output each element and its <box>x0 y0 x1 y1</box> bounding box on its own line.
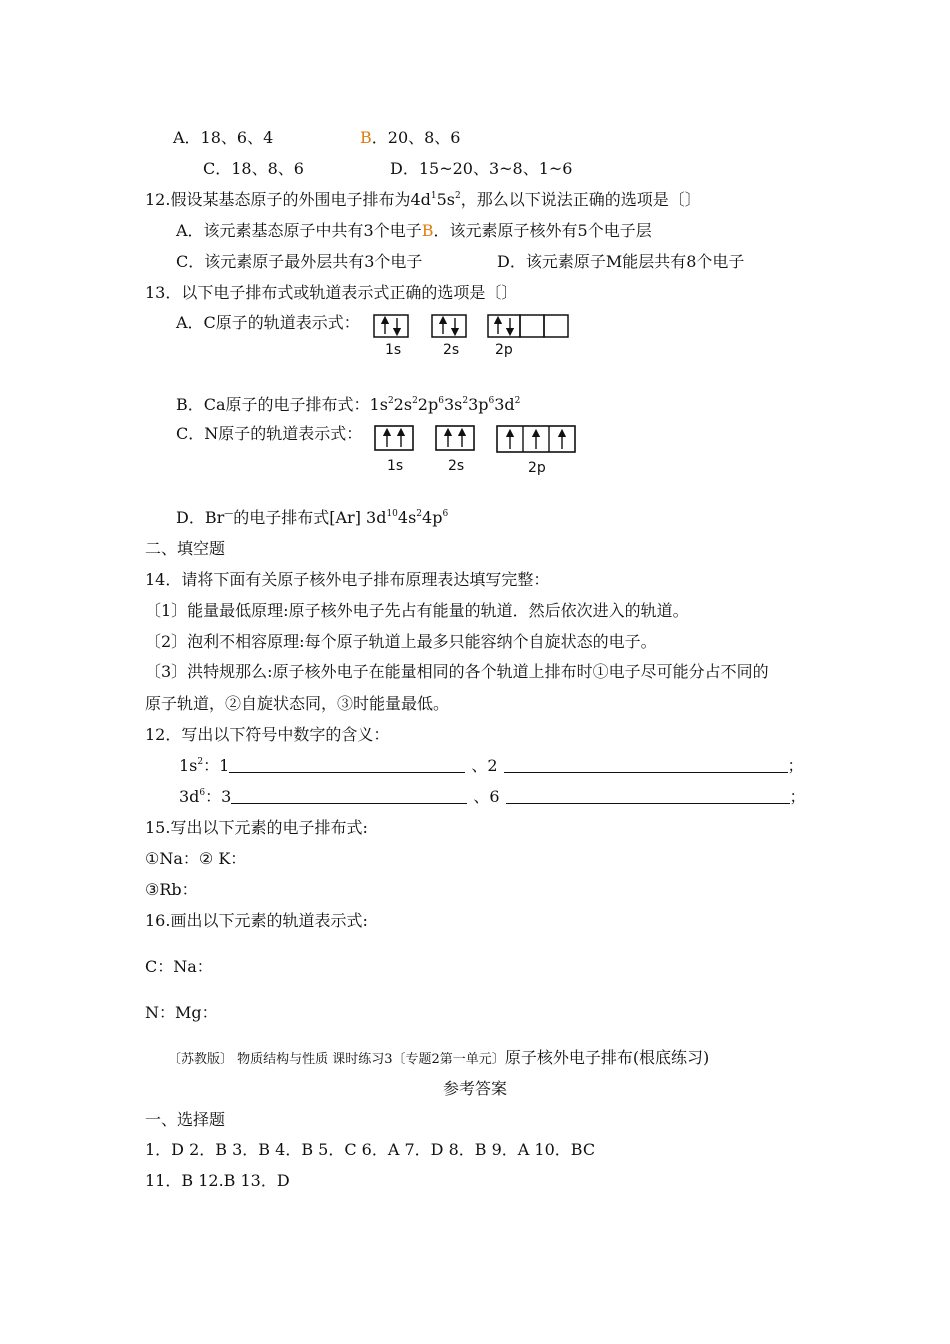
q13-b-sup: 2 <box>412 396 418 406</box>
q13-d-sup: 2 <box>416 509 423 519</box>
q13-b-term: 2s <box>393 395 413 414</box>
q12-option-b-letter: B <box>421 221 434 240</box>
q15-stem: 15.写出以下元素的电子排布式: <box>145 818 368 837</box>
q12-stem <box>145 190 701 210</box>
q14-part3b: 原子轨道，②自旋状态同，③时能量最低。 <box>145 694 450 713</box>
orbital-box-2p-1 <box>488 315 520 337</box>
answer-blank[interactable] <box>504 758 788 773</box>
q12b-r1-symbol: 1s <box>179 756 198 775</box>
q13-b-term: 3d <box>494 395 515 414</box>
q12-stem-mid: 5s <box>436 190 455 209</box>
answer-section-choice: 一、选择题 <box>145 1110 226 1129</box>
answer-header <box>168 1048 709 1070</box>
q12b-r1-label2: 、2 <box>471 756 498 775</box>
q11-option-a: A．18、6、4 <box>173 128 274 147</box>
q13-d-sup: 6 <box>442 509 449 519</box>
q13-option-c: C．N原子的轨道表示式： <box>176 424 363 443</box>
q13-d-sup: 10 <box>386 509 398 519</box>
q12-option-a: A．该元素基态原子中共有3个电子 <box>176 221 422 240</box>
answer-header-title: 原子核外电子排布(根底练习) <box>504 1048 710 1067</box>
q13-d-term: 4s <box>397 508 417 527</box>
q15-line1: ①Na：② K： <box>145 849 247 868</box>
q14-part3a: 〔3〕洪特规那么:原子核外电子在能量相同的各个轨道上排布时①电子尽可能分占不同的 <box>145 662 769 681</box>
q12-sup2: 2 <box>455 191 461 201</box>
q13-b-sup: 2 <box>462 396 469 406</box>
q11-option-b-letter: B <box>360 128 372 147</box>
q13-d-mid: 的电子排布式[Ar] 3d <box>233 508 387 527</box>
orbital-box-2p-3 <box>544 315 568 337</box>
q12b-r1-label: ：1 <box>203 756 230 775</box>
q12b-r2-label: ：3 <box>205 787 232 806</box>
q12-stem-pre: 12.假设某基态原子的外围电子排布为4d <box>145 190 431 209</box>
q12-option-c: C．该元素原子最外层共有3个电子 <box>176 252 423 271</box>
section-fill-in-title: 二、填空题 <box>145 539 226 558</box>
q13-b-sup: 6 <box>488 396 495 406</box>
q13-b-term: 3p <box>468 395 489 414</box>
q16-line2: N：Mg： <box>145 1003 218 1022</box>
q13-orbital-diagram-c <box>368 422 583 478</box>
orbital-box-1s <box>374 315 408 337</box>
q13-b-sup: 2 <box>387 396 394 406</box>
q12-option-b-text: ．该元素原子核外有5个电子层 <box>433 221 652 240</box>
q12b-r1-sup: 2 <box>197 757 204 767</box>
q12-option-d: D．该元素原子M能层共有8个电子 <box>497 252 745 271</box>
q12b-r2-symbol: 3d <box>179 787 200 806</box>
q12b-r1-end: ； <box>787 756 804 775</box>
q12-sup1: 1 <box>430 191 437 201</box>
q13-d-term: 4p <box>422 508 443 527</box>
label-2s: 2s <box>443 342 460 358</box>
answer-blank[interactable] <box>506 789 790 804</box>
q14-stem: 14．请将下面有关原子核外电子排布原理表达填写完整： <box>145 570 550 589</box>
q16-line1: C：Na： <box>145 957 213 976</box>
q11-option-c: C．18、8、6 <box>203 159 304 178</box>
q15-line2: ③Rb： <box>145 880 198 899</box>
q13-option-b <box>176 395 520 415</box>
label-1s: 1s <box>387 458 404 474</box>
q12b-r2-end: ； <box>789 787 806 806</box>
answer-header-small: 〔苏教版〕 物质结构与性质 课时练习3〔专题2第一单元〕 <box>168 1052 505 1067</box>
q14-part1: 〔1〕能量最低原理:原子核外电子先占有能量的轨道．然后依次进入的轨道。 <box>145 601 689 620</box>
q12-option-ab <box>176 221 652 241</box>
q11-option-d: D．15~20、3~8、1~6 <box>390 159 573 178</box>
q13-option-d <box>176 508 448 528</box>
orbital-box-2s <box>436 426 474 450</box>
q13-option-a: A．C原子的轨道表示式： <box>176 313 360 332</box>
q13-b-pre: B．Ca原子的电子排布式：1s <box>176 395 388 414</box>
q13-stem: 13．以下电子排布式或轨道表示式正确的选项是〔〕 <box>145 283 518 302</box>
label-2s: 2s <box>448 458 465 474</box>
answer-title: 参考答案 <box>442 1079 507 1098</box>
q12b-row1 <box>179 756 804 776</box>
label-1s: 1s <box>385 342 402 358</box>
q12-stem-post: ，那么以下说法正确的选项是〔〕 <box>460 190 701 209</box>
orbital-box-2s <box>432 315 466 337</box>
q12b-stem: 12．写出以下符号中数字的含义： <box>145 725 390 744</box>
orbital-box-1s <box>375 426 413 450</box>
q14-part2: 〔2〕泡利不相容原理:每个原子轨道上最多只能容纳个自旋状态的电子。 <box>145 632 657 651</box>
q11-option-b <box>360 128 461 148</box>
orbital-box-2p-2 <box>520 315 544 337</box>
answer-line1: 1．D 2．B 3．B 4．B 5．C 6．A 7．D 8．B 9．A 10．BC <box>145 1140 596 1159</box>
q13-orbital-diagram-a <box>368 310 578 360</box>
q12b-row2 <box>179 787 806 807</box>
answer-line2: 11．B 12.B 13．D <box>145 1171 290 1190</box>
q13-d-sup: — <box>224 509 234 519</box>
answer-blank[interactable] <box>231 789 467 804</box>
q13-b-sup: 6 <box>438 396 444 406</box>
q13-b-sup: 2 <box>514 396 521 406</box>
q13-b-term: 3s <box>443 395 463 414</box>
q13-b-term: 2p <box>417 395 439 414</box>
label-2p: 2p <box>495 342 513 358</box>
q13-d-pre: D．Br <box>176 508 225 527</box>
q11-option-b-text: ．20、8、6 <box>371 128 461 147</box>
q16-stem: 16.画出以下元素的轨道表示式: <box>145 911 368 930</box>
answer-blank[interactable] <box>229 758 465 773</box>
label-2p: 2p <box>528 460 546 476</box>
q12b-r2-sup: 6 <box>199 788 206 798</box>
q12b-r2-label2: 、6 <box>473 787 500 806</box>
